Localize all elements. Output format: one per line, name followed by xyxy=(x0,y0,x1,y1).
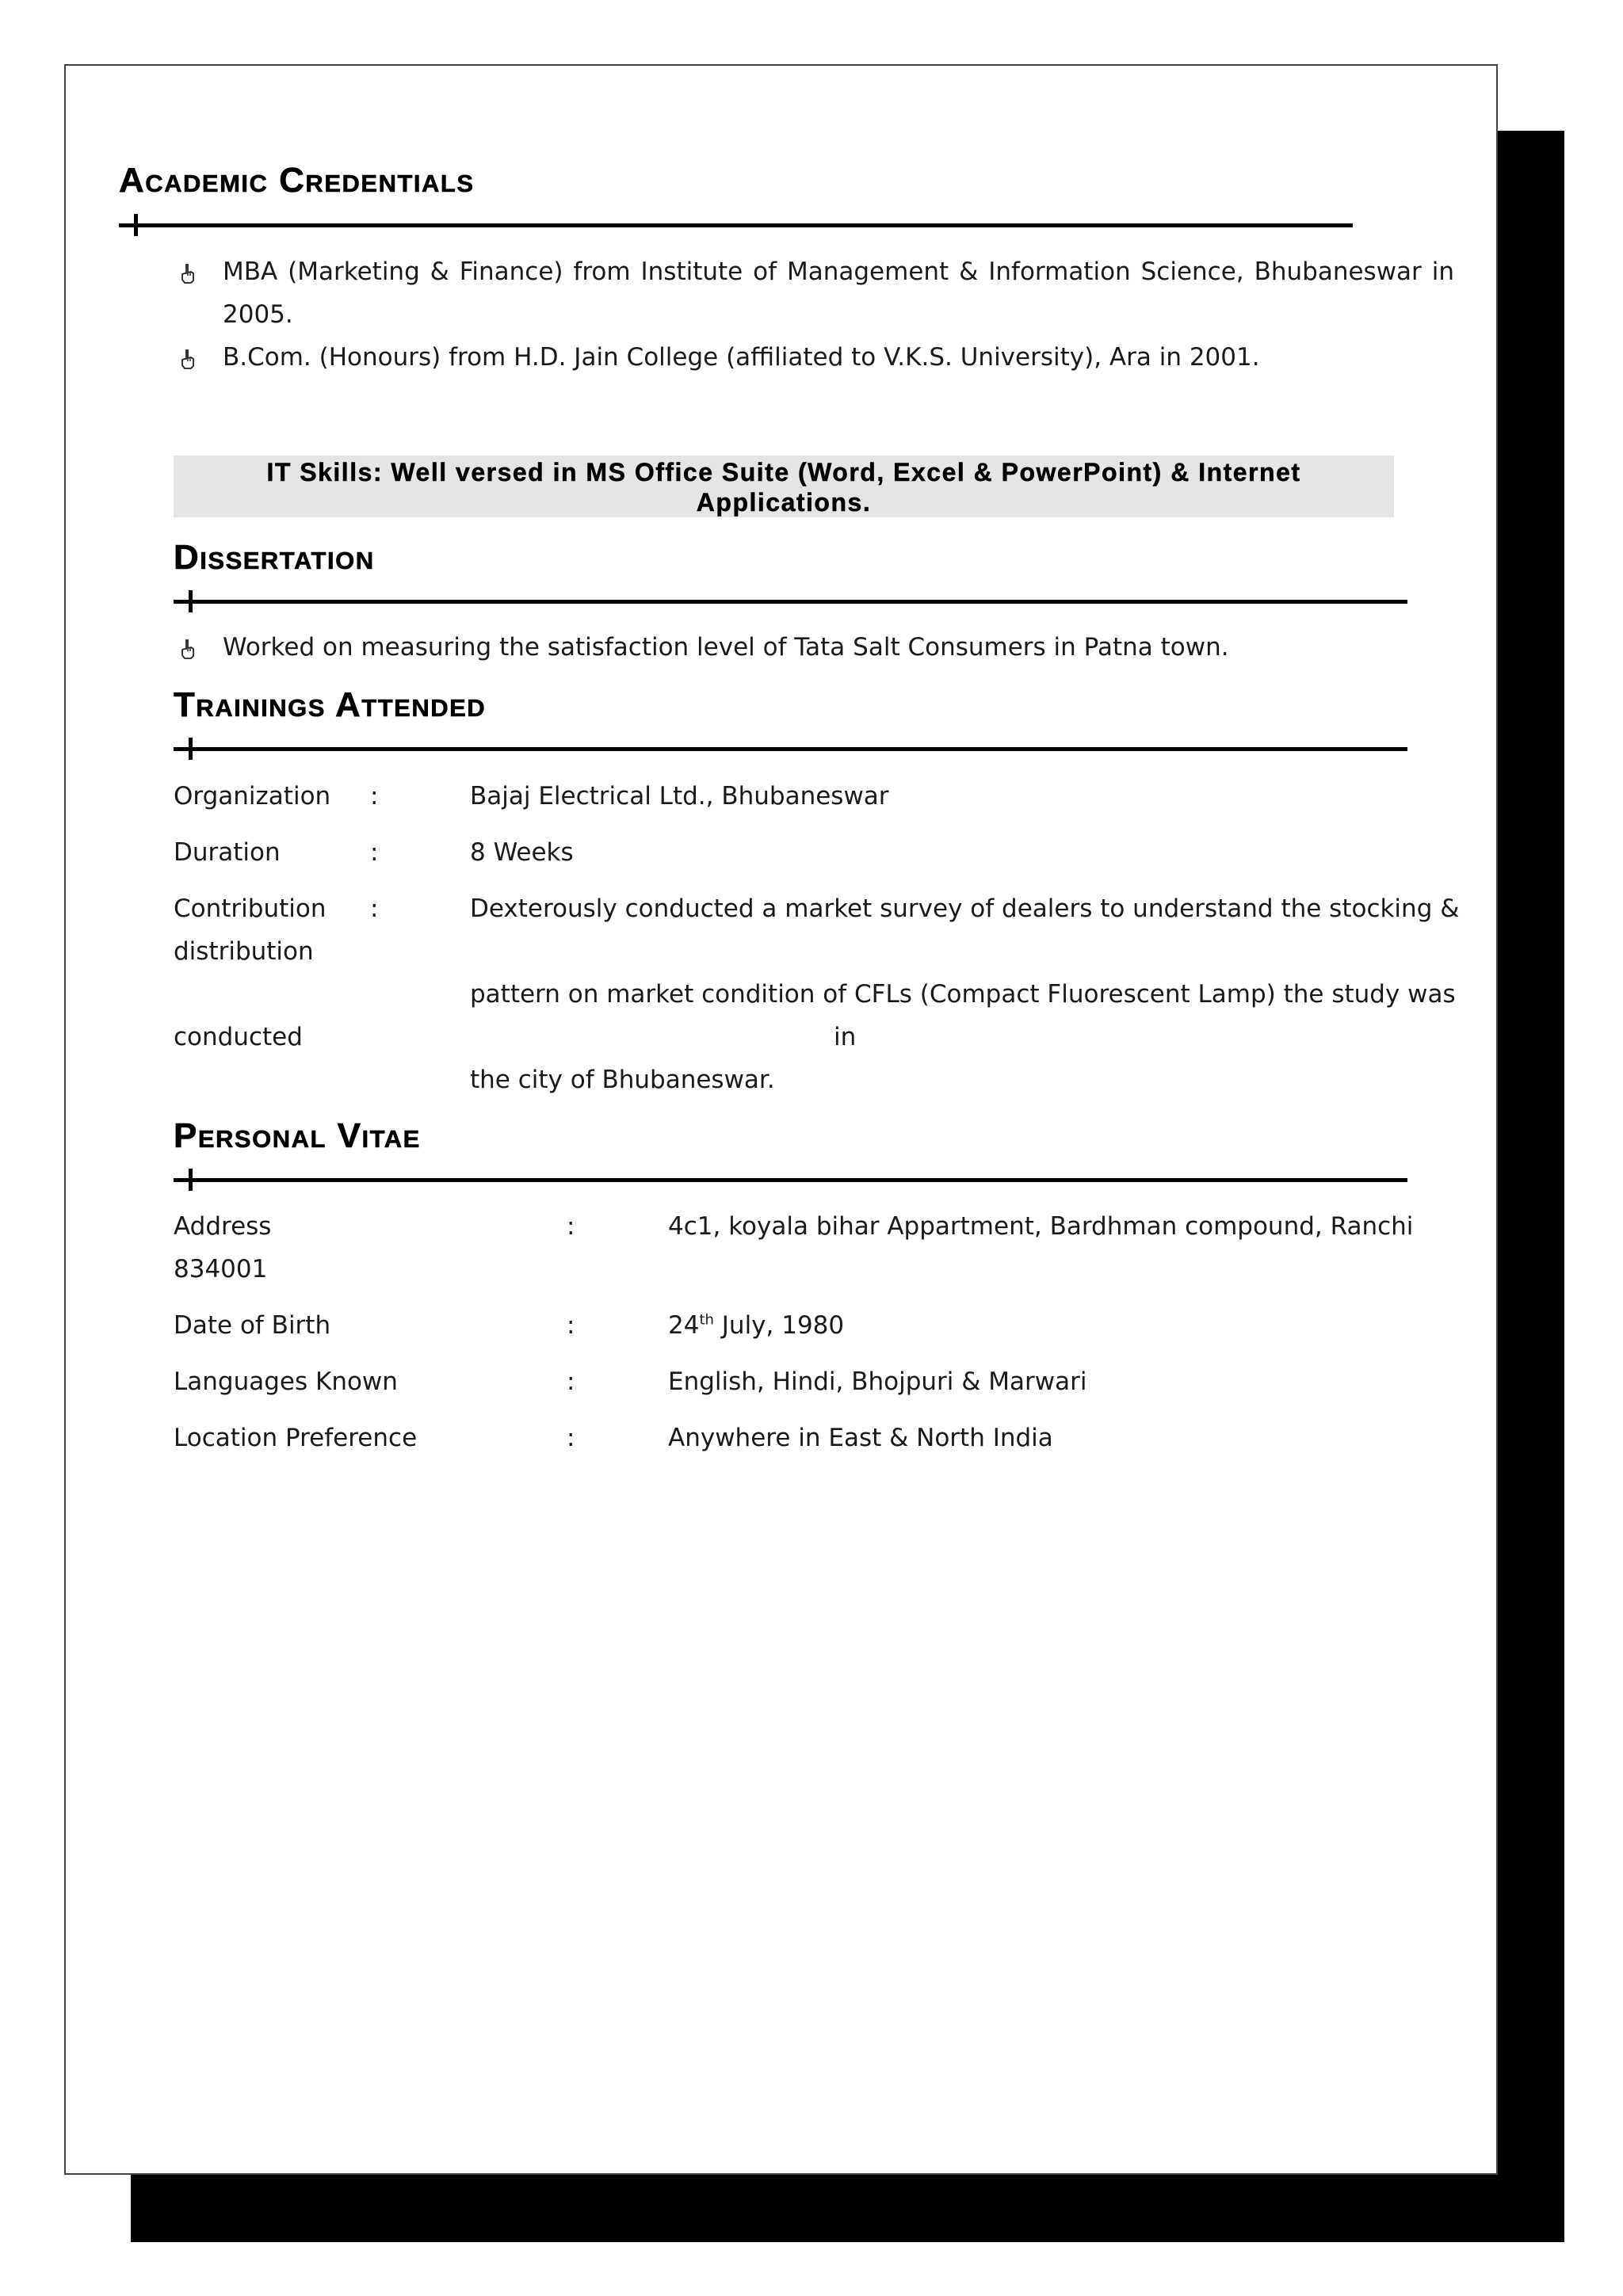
address-value: 4c1, koyala bihar Appartment, Bardhman compound, Ranchi xyxy=(668,1212,1414,1241)
dob-colon: : xyxy=(567,1311,575,1340)
dissertation-item-1: Worked on measuring the satisfaction level of Tata Salt Consumers in Patna town. xyxy=(223,633,1229,662)
dissertation-rule xyxy=(174,600,1407,604)
address-label: Address xyxy=(174,1212,272,1241)
resume-page xyxy=(64,64,1498,2175)
hand-pointer-icon xyxy=(180,263,196,284)
languages-label: Languages Known xyxy=(174,1367,398,1396)
contribution-label: Contribution xyxy=(174,894,327,923)
contribution-line-3: the city of Bhubaneswar. xyxy=(470,1066,775,1094)
hand-pointer-icon xyxy=(180,349,196,369)
location-value: Anywhere in East & North India xyxy=(668,1424,1053,1452)
dissertation-heading: Dissertation xyxy=(174,538,375,577)
it-skills-line-2: Applications. xyxy=(696,488,872,517)
contribution-line-2-wrap-b: in xyxy=(834,1023,857,1051)
page-shadow-bottom xyxy=(131,2175,1564,2242)
contribution-colon: : xyxy=(370,894,379,923)
dissertation-rule-tick xyxy=(189,590,193,612)
trainings-heading: Trainings Attended xyxy=(174,685,487,724)
academic-rule-tick xyxy=(134,214,138,236)
hand-pointer-icon xyxy=(180,639,196,659)
academic-item-1-cont: 2005. xyxy=(223,300,293,329)
academic-credentials-heading: Academic Credentials xyxy=(119,161,475,200)
academic-rule xyxy=(119,223,1353,227)
it-skills-text xyxy=(174,457,1394,517)
contribution-line-1-wrap: distribution xyxy=(174,937,314,966)
location-label: Location Preference xyxy=(174,1424,418,1452)
duration-value: 8 Weeks xyxy=(470,838,574,867)
languages-value: English, Hindi, Bhojpuri & Marwari xyxy=(668,1367,1087,1396)
trainings-rule xyxy=(174,747,1407,751)
organization-colon: : xyxy=(370,782,379,810)
personal-rule xyxy=(174,1178,1407,1182)
academic-item-2: B.Com. (Honours) from H.D. Jain College (affiliated to V.K.S. University), Ara in 2001. xyxy=(223,343,1260,372)
duration-colon: : xyxy=(370,838,379,867)
trainings-rule-tick xyxy=(189,738,193,760)
it-skills-box xyxy=(174,456,1394,517)
dob-value xyxy=(668,1304,844,1347)
duration-label: Duration xyxy=(174,838,281,867)
languages-colon: : xyxy=(567,1367,575,1396)
contribution-line-2: pattern on market condition of CFLs (Compact Fluorescent Lamp) the study was xyxy=(470,980,1456,1009)
dob-day: 24 xyxy=(668,1311,700,1340)
dob-rest: July, 1980 xyxy=(721,1311,845,1340)
organization-label: Organization xyxy=(174,782,331,810)
academic-item-1: MBA (Marketing & Finance) from Institute of Management & Information Science, Bhubaneswar in xyxy=(223,257,1454,286)
address-colon: : xyxy=(567,1212,575,1241)
dob-suffix: th xyxy=(699,1311,714,1329)
address-wrap: 834001 xyxy=(174,1255,268,1283)
contribution-line-2-wrap-a: conducted xyxy=(174,1023,303,1051)
page-shadow-right xyxy=(1498,131,1564,2242)
personal-vitae-heading: Personal Vitae xyxy=(174,1116,421,1155)
personal-rule-tick xyxy=(189,1169,193,1191)
organization-value: Bajaj Electrical Ltd., Bhubaneswar xyxy=(470,782,889,810)
it-skills-line-1: IT Skills: Well versed in MS Office Suite (Word, Excel & PowerPoint) & Internet xyxy=(266,458,1301,486)
contribution-line-1: Dexterously conducted a market survey of dealers to understand the stocking & xyxy=(470,894,1460,923)
location-colon: : xyxy=(567,1424,575,1452)
dob-label: Date of Birth xyxy=(174,1311,331,1340)
